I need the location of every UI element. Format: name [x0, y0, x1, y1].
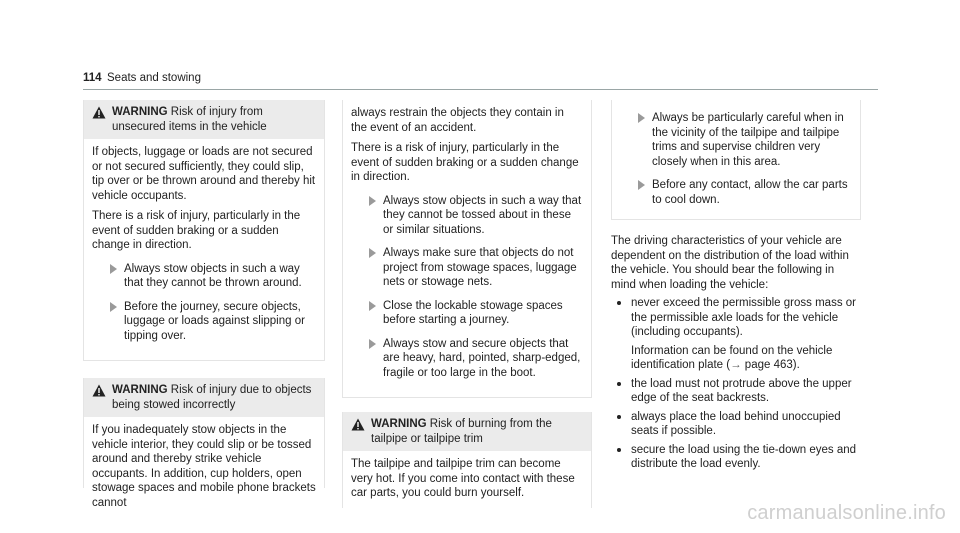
instruction-step — [92, 300, 316, 344]
instruction-step — [92, 262, 316, 291]
step-text: Before the journey, secure objects, luggage or loads against slipping or tipping over. — [124, 300, 305, 342]
warning-triangle-icon — [92, 106, 106, 119]
instruction-step — [620, 111, 852, 169]
column-3 — [611, 100, 881, 472]
bullet-text: secure the load using the tie-down eyes and distribute the load evenly. — [631, 443, 857, 470]
note-text: Information can be found on the vehicle identification plate ( — [631, 344, 833, 371]
page-header — [83, 72, 878, 90]
warning-label: WARNING — [112, 106, 168, 118]
step-arrow-icon — [638, 113, 645, 123]
warning-body — [84, 139, 324, 360]
warning-paragraph: If you inadequately stow objects in the vehicle interior, they could slip or be tossed around and thereby strike vehicle occupants. In addition, cup holders, open stowage spaces and mobile phone brackets cannot — [92, 424, 316, 509]
page-reference-link[interactable]: page 463 — [744, 359, 793, 371]
loading-guidance — [611, 234, 861, 472]
note-text: ). — [792, 359, 800, 371]
warning-label: WARNING — [112, 384, 168, 396]
warning-header — [84, 378, 324, 417]
instruction-step — [351, 337, 583, 381]
warning-heading: Risk of injury from unsecured items in the vehicle — [112, 106, 267, 133]
warning-panel-stowed-incorrectly — [83, 378, 325, 509]
warning-panel-continued — [342, 100, 592, 398]
instruction-step — [351, 246, 583, 290]
instruction-step — [620, 178, 852, 207]
step-arrow-icon — [369, 301, 376, 311]
warning-panel-continued — [611, 100, 861, 220]
page-number: 114 — [83, 72, 102, 84]
intro-paragraph: The driving characteristics of your vehicle are dependent on the distribution of the load within the vehicle. You should bear the following in mind when loading the vehicle: — [611, 235, 849, 291]
warning-body — [343, 100, 591, 397]
bullet-dot-icon — [617, 382, 621, 386]
bullet-text: the load must not protrude above the upper edge of the seat backrests. — [631, 377, 852, 404]
step-arrow-icon — [110, 264, 117, 274]
warning-paragraph: always restrain the objects they contain in the event of an accident. — [351, 107, 564, 134]
warning-heading: Risk of burning from the tailpipe or tailpipe trim — [371, 418, 552, 445]
bullet-item — [611, 410, 861, 439]
warning-panel-burning — [342, 412, 592, 508]
warning-panel-unsecured-items — [83, 100, 325, 361]
warning-paragraph: If objects, luggage or loads are not secured or not secured sufficiently, they could slip, tip over or be thrown around and thereby hit vehicle occupants. — [92, 146, 316, 202]
warning-paragraph: There is a risk of injury, particularly in the event of sudden braking or a sudden change in direction. — [92, 210, 301, 251]
warning-label: WARNING — [371, 418, 427, 430]
bullet-note — [631, 344, 861, 373]
watermark: carmanualsonline.info — [747, 502, 946, 524]
bullet-item — [611, 443, 861, 472]
step-text: Always make sure that objects do not project from stowage spaces, luggage nets or stowage nets. — [383, 247, 577, 288]
step-arrow-icon — [369, 339, 376, 349]
bullet-dot-icon — [617, 415, 621, 419]
page-reference-arrow-icon: → — [730, 359, 742, 371]
step-text: Always stow objects in such a way that they cannot be thrown around. — [124, 262, 302, 289]
section-title: Seats and stowing — [107, 72, 201, 84]
warning-body — [84, 417, 324, 524]
step-text: Always be particularly careful when in the vicinity of the tailpipe and tailpipe trims and supervise children very closely when in this area. — [652, 112, 844, 168]
warning-header — [343, 412, 591, 451]
bullet-dot-icon — [617, 301, 621, 305]
instruction-step — [351, 194, 583, 238]
column-2 — [342, 100, 592, 508]
step-text: Close the lockable stowage spaces before starting a journey. — [383, 299, 563, 326]
bullet-text: always place the load behind unoccupied seats if possible. — [631, 410, 841, 437]
step-arrow-icon — [638, 180, 645, 190]
step-text: Always stow objects in such a way that they cannot be tossed about in these or similar situations. — [383, 194, 582, 236]
step-text: Always stow and secure objects that are heavy, hard, pointed, sharp-edged, fragile or too large in the boot. — [383, 337, 581, 379]
step-arrow-icon — [369, 248, 376, 258]
bullet-text: never exceed the permissible gross mass or the permissible axle loads for the vehicle (including occupants). — [631, 297, 856, 338]
bullet-item — [611, 377, 861, 406]
warning-heading: Risk of injury due to objects being stowed incorrectly — [112, 384, 312, 411]
warning-triangle-icon — [92, 384, 106, 397]
step-arrow-icon — [369, 196, 376, 206]
bullet-item — [611, 296, 861, 373]
column-1 — [83, 100, 325, 509]
warning-body — [343, 451, 591, 515]
step-arrow-icon — [110, 302, 117, 312]
warning-triangle-icon — [351, 418, 365, 431]
warning-paragraph: There is a risk of injury, particularly in the event of sudden braking or a sudden change in direction. — [351, 142, 579, 183]
bullet-dot-icon — [617, 448, 621, 452]
step-text: Before any contact, allow the car parts to cool down. — [652, 179, 848, 206]
warning-paragraph: The tailpipe and tailpipe trim can become very hot. If you come into contact with these car parts, you could burn yourself. — [351, 458, 575, 499]
warning-header — [84, 100, 324, 139]
instruction-step — [351, 299, 583, 328]
warning-body — [612, 100, 860, 219]
